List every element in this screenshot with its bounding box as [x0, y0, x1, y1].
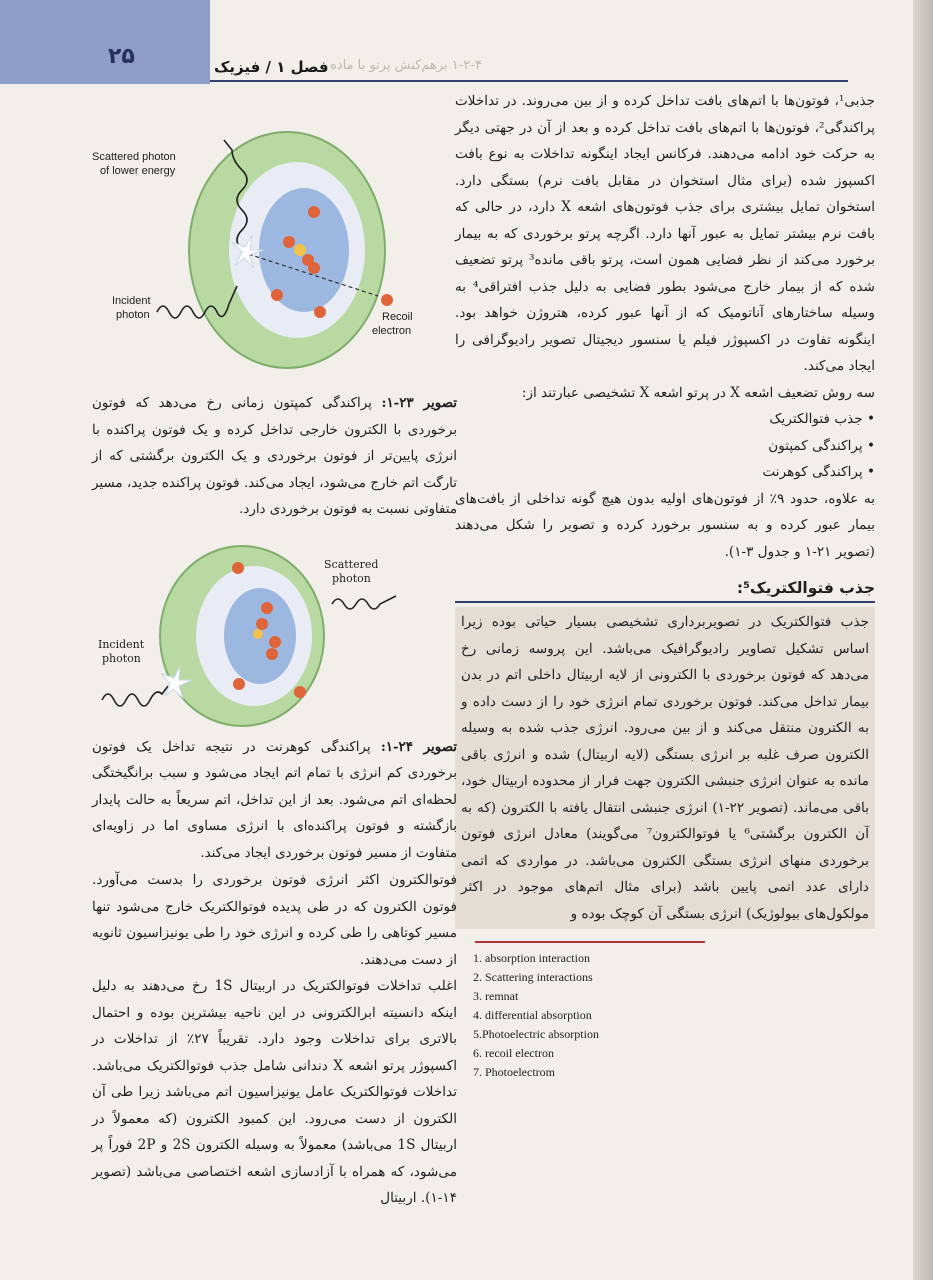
label-line: photon — [332, 571, 371, 585]
header-rule — [210, 80, 848, 82]
left-column — [92, 90, 457, 1212]
header-block — [0, 0, 210, 84]
label-line: Incident — [98, 637, 145, 651]
shaded-box — [455, 607, 875, 929]
electron-icon — [233, 678, 245, 690]
right-paragraph-2: به علاوه، حدود ۹٪ از فوتون‌های اولیه بدون هیچ گونه تداخلی از بافت‌های بیمار عبور کرده و به سنسور برخورد کرده و تصویر را شکل می‌دهند (تصویر ۲۱-۱ و جدول ۳-۱). — [455, 490, 875, 560]
intro-list-text: سه روش تضعیف اشعه X در پرتو اشعه X تشخیصی عبارتند از: — [521, 384, 875, 401]
scattered-photon-wave — [332, 596, 396, 609]
nucleus-icon — [294, 244, 306, 256]
recoil-electron-icon — [381, 294, 393, 306]
electron-icon — [294, 686, 306, 698]
figure-coherent — [92, 524, 457, 734]
left-paragraph-1: فوتوالکترون اکثر انرژی فوتون برخوردی را بدست می‌آورد. فوتون الکترون که در طی پدیده فوتوالکتریک خارج می‌شود تنها مسیر کوتاهی را طی کرده و انرژی خود را طی یونیزاسیون ثانویه از دست می‌دهند. — [92, 872, 457, 968]
electron-icon — [308, 206, 320, 218]
page-edge — [913, 0, 933, 1280]
compton-diagram — [92, 90, 457, 380]
label-line: Recoil — [382, 311, 413, 323]
footnote: 5.Photoelectric absorption — [473, 1027, 599, 1041]
caption-label: تصویر ۲۳-۱: — [381, 395, 457, 411]
electron-icon — [308, 262, 320, 274]
electron-icon — [256, 618, 268, 630]
caption-text: پراکندگی کمپتون زمانی رخ می‌دهد که فوتون برخوردی با الکترون خارجی تداخل کرده و یک فوتون پراکنده با انرژی پایین‌تر از فوتون برخوردی و یک الکترون برگشتی که از تارگت اتم خارج می‌شود، ایجاد می‌کند. فوتون پراکنده جدید، مسیر متفاوتی نسبت به فوتون برخوردی دارد. — [92, 396, 457, 517]
section-heading: جذب فتوالکتریک⁵: — [455, 579, 875, 603]
chapter-title: فصل ۱ / فیزیک — [214, 58, 329, 76]
electron-icon — [232, 562, 244, 574]
electron-icon — [314, 306, 326, 318]
footnote: 1. absorption interaction — [473, 951, 590, 965]
footnote-rule — [475, 941, 705, 943]
page-number: ۲۵ — [108, 44, 135, 69]
header-faded-text: ۱-۲-۴ برهم‌کنش پرتو با ماده — [330, 58, 483, 73]
right-column — [455, 88, 875, 1082]
electron-icon — [261, 602, 273, 614]
footnote: 2. Scattering interactions — [473, 970, 593, 984]
label-line: electron — [372, 325, 412, 337]
fig24-label-incident — [98, 638, 148, 665]
label-line: of lower energy — [100, 165, 176, 177]
fig23-label-incident — [112, 295, 154, 321]
electron-icon — [271, 289, 283, 301]
figure-compton — [92, 90, 457, 390]
electron-icon — [269, 636, 281, 648]
label-line: Scattered — [324, 557, 379, 571]
caption-label: تصویر ۲۴-۱: — [380, 738, 457, 755]
footnotes — [455, 949, 875, 1082]
footnote: 4. differential absorption — [473, 1008, 592, 1022]
label-line: Incident — [112, 295, 151, 307]
footnote: 6. recoil electron — [473, 1046, 554, 1060]
electron-icon — [266, 648, 278, 660]
footnote: 3. remnat — [473, 989, 519, 1003]
right-paragraph-3: جذب فتوالکتریک در تصویربرداری تشخیصی بسیار حیاتی بوده زیرا اساس تشکیل تصاویر رادیوگرافیک می‌باشد. این پروسه زمانی رخ می‌دهد که فوتون برخوردی با الکترونی از لایه اربیتال داخلی اتم در بدن بیمار تداخل می‌کند. فوتون برخوردی تمام انرژی خود را از دست داده و به الکترون منتقل می‌کند و از بین می‌رود. انرژی جذب شده به وسیله الکترون صرف غلبه بر انرژی بستگی (لایه اربیتال) شده و انرژی باقی مانده به عنوان انرژی جنبشی الکترون جهت فرار از محدوده اربیتال خود، باقی می‌ماند. (تصویر ۲۲-۱) انرژی جنبشی انتقال یافته با الکترون (که به آن الکترون برگشتی⁶ یا فوتوالکترون⁷ می‌گویند) معادل انرژی فوتون برخوردی منهای انرژی بستگی الکترون می‌باشد. در مواردی که اتمی دارای عدد اتمی پایین باشد (برای مثال اتم‌های موجود در اکثر مولکول‌های بیولوژیک) انرژی بستگی آن کوچک بوده و — [461, 614, 869, 922]
list-item: • جذب فتوالکتریک — [455, 406, 875, 433]
nucleus-icon — [253, 629, 263, 639]
figure-24-caption — [92, 734, 457, 868]
list-item: • پراکندگی کمپتون — [455, 433, 875, 460]
label-line: photon — [116, 309, 150, 321]
label-line: Scattered photon — [92, 151, 176, 163]
right-paragraph-1: جذبی¹، فوتون‌ها با اتم‌های بافت تداخل کرده و از بین می‌روند. در تداخلات پراکندگی²، فوتون‌ها با اتم‌های بافت تداخل کرده و بعد از آن در جهتی دیگر به حرکت خود ادامه می‌دهند. فرکانس ایجاد اینگونه تداخلات به نوع بافت اکسپوز شده (برای مثال استخوان در مقابل بافت نرم) بستگی دارد. استخوان تمایل بیشتری برای جذب فوتون‌های اشعه X دارد، در حالی که بافت نرم بیشتر تمایل به عبور آنها دارد. اگرچه پرتو برخوردی که به بیمار برخورد می‌کند از نظر فضایی همون است، پرتو باقی مانده³ پرتو تضعیف شده که از بیمار خارج می‌شود بطور فضایی به دلیل جذب افتراقی⁴ به وسیله ساختارهای آناتومیک که از آنها عبور کرده، هتروژن خواهد بود. اینگونه تفاوت در اکسپوژر فیلم یا سنسور دیجیتال تصویر رادیوگرافی را ایجاد می‌کند. — [455, 93, 875, 374]
caption-text: پراکندگی کوهرنت در نتیجه تداخل یک فوتون برخوردی کم انرژی با تمام اتم ایجاد می‌شود و سبب برانگیختگی لحظه‌ای اتم می‌شود. بعد از این تداخل، اتم سریعاً به حالت پایدار بازگشته و فوتون پراکنده‌ای با انرژی مساوی اما در زاویه‌ای متفاوت از مسیر فوتون برخوردی ایجاد می‌کند. — [92, 739, 457, 861]
fig23-label-recoil — [372, 311, 416, 337]
figure-23-caption — [92, 390, 457, 524]
list-item: • پراکندگی کوهرنت — [455, 459, 875, 486]
coherent-diagram — [92, 524, 457, 734]
left-paragraph-2: اغلب تداخلات فوتوالکتریک در اربیتال 1S رخ می‌دهند به دلیل اینکه دانسیته ابرالکترونی در این ناحیه بیشترین بوده و احتمال بالاتری برای تداخلات وجود دارد. تقریباً ۲۷٪ از تداخلات در اکسپوژر پرتو اشعه X دندانی شامل جذب فوتوالکتریک می‌باشد. تداخلات فوتوالکتریک عامل یونیزاسیون اتم می‌باشد زیرا طی آن الکترون از دست می‌رود. این کمبود الکترون (که معمولاً در اربیتال 1S می‌باشد) معمولاً به وسیله الکترون 2S و 2P فوراً پر می‌شود، که همراه با آزادسازی اشعه اختصاصی می‌باشد (تصویر ۱۴-۱). اربیتال — [92, 978, 458, 1206]
footnote: 7. Photoelectrom — [473, 1065, 555, 1079]
attenuation-list — [455, 406, 875, 486]
fig23-label-scattered — [92, 151, 179, 177]
electron-icon — [283, 236, 295, 248]
label-line: photon — [102, 651, 141, 665]
incident-photon-wave — [102, 686, 168, 706]
fig24-label-scattered — [324, 558, 382, 585]
